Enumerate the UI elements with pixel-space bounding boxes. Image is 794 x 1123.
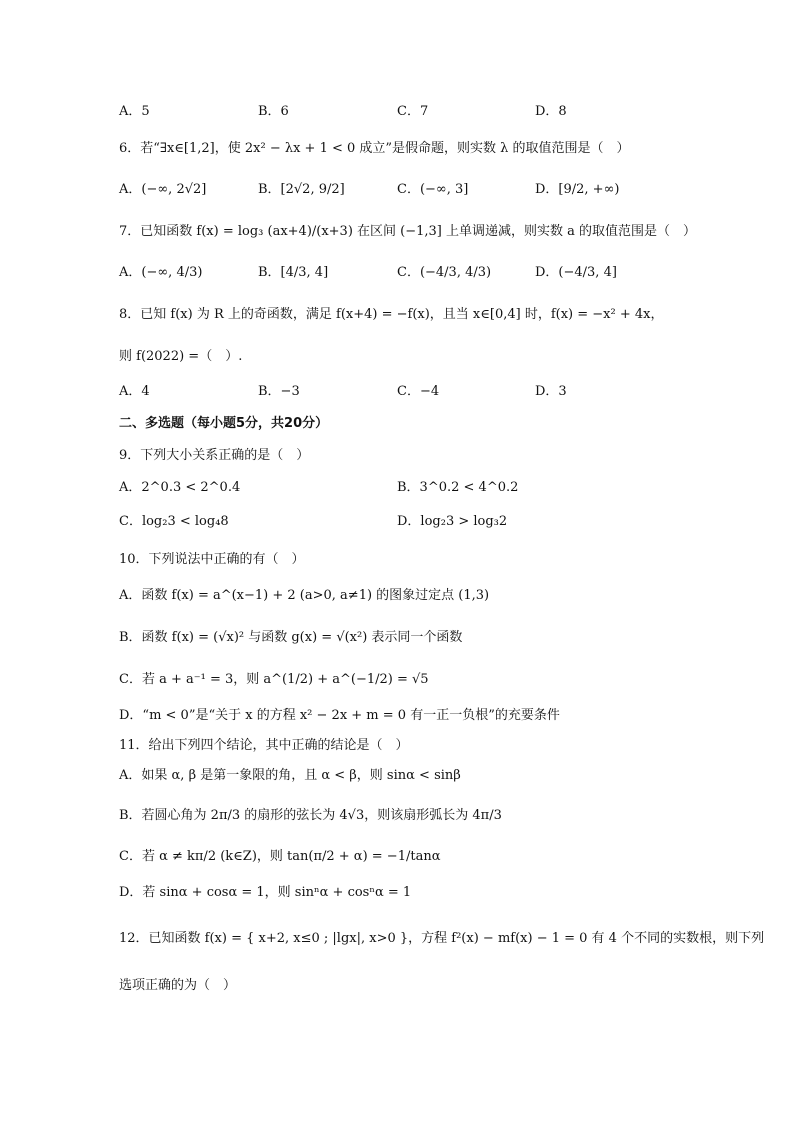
q12-stem: 12．已知函数 f(x) = { x+2, x≤0 ; |lgx|, x>0 }，方程 f²(x) − mf(x) − 1 = 0 有 4 个不同的实数根，则下列 bbox=[119, 931, 765, 946]
q11-option-b: B．若圆心角为 2π/3 的扇形的弦长为 4√3，则该扇形弧长为 4π/3 bbox=[119, 808, 502, 823]
section-heading: 二、多选题（每小题5分，共20分） bbox=[119, 416, 329, 431]
q10-option-c: C．若 a + a⁻¹ = 3，则 a^(1/2) + a^(−1/2) = √5 bbox=[119, 672, 429, 687]
q8-option-c: C．−4 bbox=[397, 384, 440, 399]
q5-option-a: A．5 bbox=[119, 104, 150, 119]
q9-option-b: B．3^0.2 < 4^0.2 bbox=[397, 480, 519, 495]
q7-option-a: A．(−∞, 4/3) bbox=[119, 265, 203, 280]
q8-stem: 8．已知 f(x) 为 R 上的奇函数，满足 f(x+4) = −f(x)，且当 x∈[0,4] 时，f(x) = −x² + 4x， bbox=[119, 307, 664, 322]
q7-option-d: D．(−4/3, 4] bbox=[535, 265, 617, 280]
q11-option-a: A．如果 α, β 是第一象限的角，且 α < β，则 sinα < sinβ bbox=[119, 768, 461, 783]
q7-option-c: C．(−4/3, 4/3) bbox=[397, 265, 492, 280]
q6-option-b: B．[2√2, 9/2] bbox=[258, 182, 345, 197]
q10-stem: 10．下列说法中正确的有（ ） bbox=[119, 552, 305, 567]
q6-option-d: D．[9/2, +∞) bbox=[535, 182, 620, 197]
q5-option-b: B．6 bbox=[258, 104, 289, 119]
q7-option-b: B．[4/3, 4] bbox=[258, 265, 329, 280]
q12-stem-2: 选项正确的为（ ） bbox=[119, 978, 237, 993]
q8-option-d: D．3 bbox=[535, 384, 567, 399]
q8-stem-2: 则 f(2022) =（ ）. bbox=[119, 349, 243, 364]
q11-option-c: C．若 α ≠ kπ/2 (k∈Z)，则 tan(π/2 + α) = −1/tanα bbox=[119, 849, 441, 864]
q9-option-a: A．2^0.3 < 2^0.4 bbox=[119, 480, 241, 495]
q10-option-a: A．函数 f(x) = a^(x−1) + 2 (a>0, a≠1) 的图象过定点 (1,3) bbox=[119, 588, 490, 603]
q6-stem: 6．若“∃x∈[1,2]，使 2x² − λx + 1 < 0 成立”是假命题，则实数 λ 的取值范围是（ ） bbox=[119, 141, 630, 156]
q7-stem: 7．已知函数 f(x) = log₃ (ax+4)/(x+3) 在区间 (−1,3] 上单调递减，则实数 a 的取值范围是（ ） bbox=[119, 224, 697, 239]
q10-option-d: D．“m < 0”是“关于 x 的方程 x² − 2x + m = 0 有一正一负根”的充要条件 bbox=[119, 708, 560, 723]
q5-option-d: D．8 bbox=[535, 104, 567, 119]
q9-stem: 9．下列大小关系正确的是（ ） bbox=[119, 448, 310, 463]
q6-option-a: A．(−∞, 2√2] bbox=[119, 182, 207, 197]
q11-option-d: D．若 sinα + cosα = 1，则 sinⁿα + cosⁿα = 1 bbox=[119, 885, 412, 900]
q6-option-c: C．(−∞, 3] bbox=[397, 182, 469, 197]
q5-option-c: C．7 bbox=[397, 104, 429, 119]
q8-option-b: B．−3 bbox=[258, 384, 300, 399]
q8-option-a: A．4 bbox=[119, 384, 150, 399]
q10-option-b: B．函数 f(x) = (√x)² 与函数 g(x) = √(x²) 表示同一个函数 bbox=[119, 630, 463, 645]
q9-option-d: D．log₂3 > log₃2 bbox=[397, 514, 508, 529]
q9-option-c: C．log₂3 < log₄8 bbox=[119, 514, 229, 529]
q11-stem: 11．给出下列四个结论，其中正确的结论是（ ） bbox=[119, 738, 409, 753]
